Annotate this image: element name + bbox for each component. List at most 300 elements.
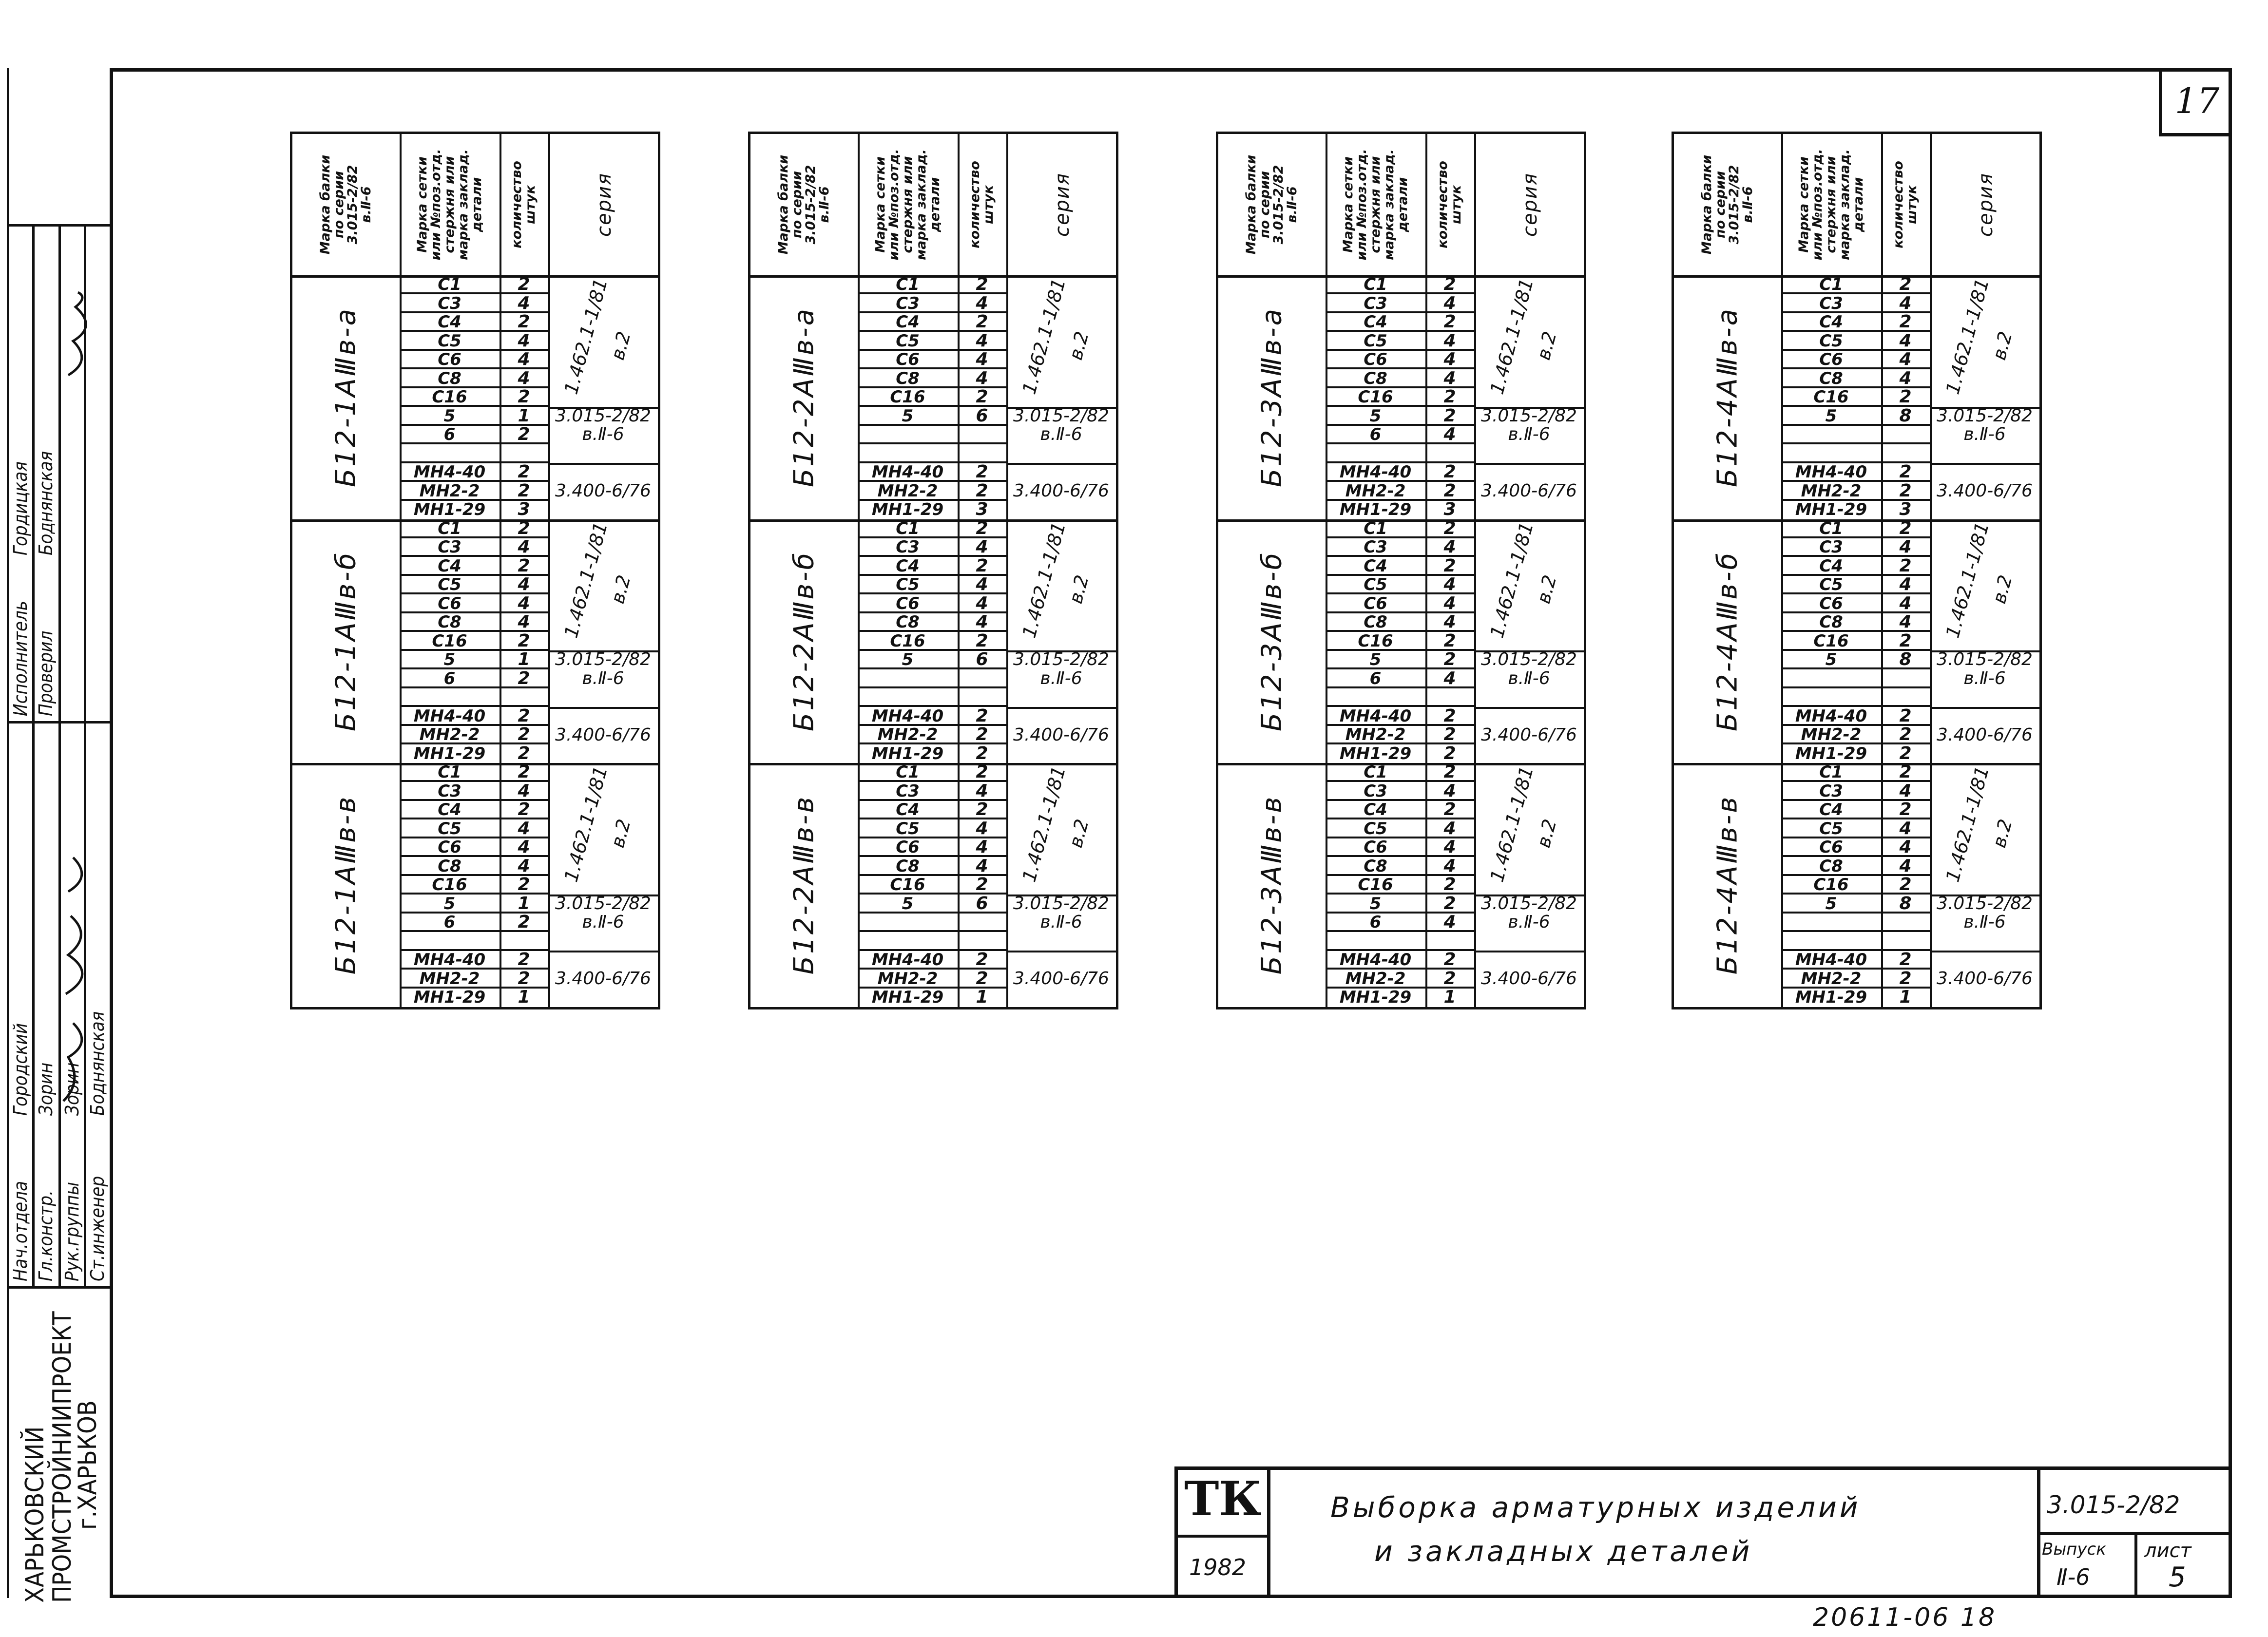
series-text: в.Ⅱ-6 — [582, 668, 624, 688]
title-block-line — [1174, 1466, 1178, 1598]
series-text: в.Ⅱ-6 — [582, 424, 624, 444]
item-quantity: 4 — [1881, 369, 1930, 388]
series-cell — [548, 895, 658, 914]
series-cell — [1930, 895, 2039, 914]
item-quantity: 4 — [1425, 538, 1474, 557]
item-quantity: 1 — [500, 895, 548, 914]
item-mark: С3 — [1781, 782, 1881, 801]
item-quantity: 2 — [1881, 707, 1930, 726]
stamp-role: Ст.инженер — [87, 1176, 108, 1281]
series-text: 3.015-2/82 — [1013, 893, 1109, 914]
item-quantity: 2 — [958, 482, 1006, 501]
item-quantity: 2 — [1881, 275, 1930, 294]
item-quantity: 2 — [518, 743, 530, 763]
item-quantity: 2 — [500, 669, 548, 688]
item-quantity: 3 — [1443, 499, 1456, 519]
item-quantity: 4 — [1425, 613, 1474, 632]
header-text: Марка балки по серии 3.015-2/82 в.Ⅱ-6 — [776, 154, 832, 255]
stamp-executor-label: Исполнитель — [10, 600, 31, 716]
item-quantity: 4 — [1881, 857, 1930, 876]
item-mark: С1 — [858, 275, 958, 294]
item-quantity: 4 — [500, 819, 548, 838]
item-mark: С3 — [1326, 538, 1425, 557]
beam-mark: Б12-4АⅢв-в — [1711, 795, 1744, 975]
item-quantity: 4 — [500, 575, 548, 594]
item-quantity: 2 — [958, 800, 1006, 819]
item-quantity: 2 — [958, 519, 1006, 538]
series-divider — [1474, 707, 1584, 709]
item-mark: МН1-29 — [1339, 988, 1412, 1007]
item-quantity: 4 — [1425, 782, 1474, 801]
beam-mark-cell — [750, 763, 858, 1007]
series-text: в.Ⅱ-6 — [1040, 424, 1082, 444]
beam-mark: Б12-1АⅢв-а — [330, 307, 362, 488]
item-quantity: 4 — [500, 538, 548, 557]
series-text: 3.400-6/76 — [1481, 969, 1577, 989]
item-mark: С4 — [1781, 557, 1881, 576]
item-mark: 6 — [400, 425, 500, 444]
item-mark: С6 — [1781, 838, 1881, 857]
doc-code: 3.015-2/82 — [2047, 1491, 2180, 1519]
item-quantity: 2 — [1425, 876, 1474, 895]
item-mark: С8 — [1326, 857, 1425, 876]
item-quantity: 4 — [1881, 838, 1930, 857]
item-mark: С8 — [400, 369, 500, 388]
item-quantity: 2 — [500, 463, 548, 482]
beam-group — [292, 763, 658, 1007]
header-cell-col1 — [1218, 134, 1326, 275]
series-text: 3.400-6/76 — [1937, 481, 2033, 501]
series-cell — [1006, 763, 1116, 895]
beam-mark-cell — [292, 763, 400, 1007]
series-cell — [1006, 913, 1116, 932]
item-quantity: 2 — [1425, 519, 1474, 538]
beam-mark: Б12-2АⅢв-б — [788, 551, 820, 731]
stamp-role: Рук.группы — [61, 1182, 83, 1281]
table-header — [1674, 134, 2039, 278]
item-quantity: 2 — [976, 743, 988, 763]
series-text: 3.015-2/82 — [555, 649, 651, 669]
header-cell-col4 — [1006, 134, 1118, 275]
series-text: в.Ⅱ-6 — [1963, 668, 2006, 688]
item-mark: С8 — [1781, 369, 1881, 388]
item-mark: МН2-2 — [400, 970, 500, 989]
series-text: 3.400-6/76 — [1481, 724, 1577, 745]
series-cell — [548, 407, 658, 426]
stamp-org-line-1: ХАРЬКОВСКИЙ — [20, 1426, 50, 1603]
table-row — [858, 932, 1116, 951]
stamp-person: Зорин — [61, 1062, 83, 1116]
item-mark — [858, 669, 958, 688]
item-mark: 6 — [1326, 425, 1425, 444]
stamp-role: Нач.отдела — [10, 1180, 31, 1281]
item-mark: МН2-2 — [858, 970, 958, 989]
series-cell — [1474, 463, 1584, 519]
item-mark: С8 — [1781, 857, 1881, 876]
stamp-role: Гл.констр. — [35, 1190, 57, 1281]
item-mark: С8 — [858, 613, 958, 632]
item-quantity — [958, 932, 1006, 951]
item-mark: С16 — [858, 876, 958, 895]
item-mark: 5 — [400, 895, 500, 914]
item-mark: 6 — [400, 913, 500, 932]
archive-number: 20611-06 18 — [1813, 1603, 1997, 1632]
series-text-rotated: 1.462.1-1/81 в.2 — [1485, 520, 1561, 641]
series-text: 3.015-2/82 — [1013, 649, 1109, 669]
item-mark: МН2-2 — [400, 482, 500, 501]
item-quantity: 2 — [1899, 743, 1912, 763]
series-text-rotated: 1.462.1-1/81 в.2 — [1941, 276, 2017, 397]
series-cell — [1474, 763, 1584, 895]
series-text: 3.015-2/82 — [1481, 649, 1577, 669]
item-quantity: 2 — [1425, 275, 1474, 294]
header-cell-col4 — [1930, 134, 2042, 275]
item-mark: МН1-29 — [413, 500, 486, 519]
item-mark — [1781, 913, 1881, 932]
item-quantity: 4 — [500, 782, 548, 801]
series-text-rotated: 1.462.1-1/81 в.2 — [559, 520, 635, 641]
item-mark: С6 — [400, 350, 500, 369]
item-quantity: 4 — [958, 857, 1006, 876]
item-mark: С3 — [858, 294, 958, 313]
item-mark — [858, 425, 958, 444]
item-mark — [1781, 669, 1881, 688]
item-mark — [858, 688, 958, 707]
item-mark — [1326, 688, 1425, 707]
item-mark: С5 — [400, 575, 500, 594]
item-mark: МН1-29 — [1795, 500, 1867, 519]
series-cell — [1930, 425, 2039, 444]
series-text: 3.400-6/76 — [1013, 724, 1109, 745]
series-text: 3.400-6/76 — [555, 724, 651, 745]
item-mark: С5 — [400, 332, 500, 351]
item-quantity — [958, 688, 1006, 707]
item-mark: 5 — [1781, 407, 1881, 426]
item-quantity: 2 — [958, 707, 1006, 726]
stamp-line — [7, 224, 110, 227]
item-mark: С6 — [1781, 594, 1881, 613]
table-row — [1326, 444, 1584, 463]
item-quantity: 1 — [500, 650, 548, 669]
item-mark: МН4-40 — [1781, 951, 1881, 970]
item-mark: С16 — [400, 388, 500, 407]
item-quantity: 2 — [958, 951, 1006, 970]
beam-mark: Б12-1АⅢв-б — [330, 551, 362, 731]
series-cell — [1930, 463, 2039, 519]
item-mark: С4 — [1781, 313, 1881, 332]
item-quantity: 2 — [1881, 482, 1930, 501]
header-text: Марка балки по серии 3.015-2/82 в.Ⅱ-6 — [1244, 154, 1300, 255]
header-cell-col2 — [1326, 134, 1425, 275]
beam-group — [292, 275, 658, 522]
item-mark: МН1-29 — [1795, 743, 1867, 763]
item-mark: МН1-29 — [871, 500, 944, 519]
item-quantity: 2 — [1425, 407, 1474, 426]
table-row — [1781, 688, 2039, 707]
stamp-person: Городский — [10, 1023, 31, 1116]
item-mark: С3 — [400, 782, 500, 801]
item-quantity: 2 — [500, 913, 548, 932]
series-cell — [1930, 407, 2039, 426]
item-mark: С4 — [1781, 800, 1881, 819]
series-cell — [1930, 763, 2039, 895]
item-quantity — [500, 688, 548, 707]
item-mark: С5 — [400, 819, 500, 838]
item-quantity: 3 — [518, 499, 530, 519]
left-stamp — [0, 68, 110, 1603]
item-mark: С8 — [400, 857, 500, 876]
item-mark: С16 — [858, 632, 958, 651]
item-mark: С1 — [400, 275, 500, 294]
item-mark: С4 — [1326, 313, 1425, 332]
item-mark: МН4-40 — [400, 463, 500, 482]
reinforcement-table — [1672, 132, 2042, 1009]
series-divider — [1474, 951, 1584, 952]
item-quantity — [1425, 444, 1474, 463]
item-quantity: 4 — [1425, 669, 1474, 688]
item-mark: 6 — [1326, 913, 1425, 932]
series-text: 3.015-2/82 — [1937, 649, 2033, 669]
item-mark: С16 — [1326, 632, 1425, 651]
stamp-checked-label: Проверил — [35, 630, 57, 716]
beam-mark-cell — [1674, 519, 1781, 763]
series-cell — [548, 763, 658, 895]
item-quantity — [1881, 425, 1930, 444]
item-quantity — [500, 932, 548, 951]
item-mark: МН2-2 — [1781, 970, 1881, 989]
item-mark: С3 — [858, 782, 958, 801]
item-mark: С8 — [858, 369, 958, 388]
series-divider — [1930, 707, 2039, 709]
series-cell — [1930, 951, 2039, 1007]
item-quantity: 2 — [1881, 970, 1930, 989]
beam-mark: Б12-2АⅢв-а — [788, 307, 820, 488]
item-quantity: 2 — [1425, 632, 1474, 651]
series-text-rotated: 1.462.1-1/81 в.2 — [1941, 520, 2017, 641]
series-divider — [548, 463, 658, 465]
item-quantity: 2 — [958, 275, 1006, 294]
table-row — [1781, 932, 2039, 951]
series-cell — [1930, 669, 2039, 688]
item-quantity: 2 — [500, 313, 548, 332]
item-mark: С6 — [1326, 350, 1425, 369]
series-cell — [1474, 913, 1584, 932]
item-quantity: 1 — [500, 407, 548, 426]
header-cell-col2 — [400, 134, 500, 275]
item-mark: МН4-40 — [400, 707, 500, 726]
item-mark: С6 — [1781, 350, 1881, 369]
beam-mark: Б12-3АⅢв-в — [1256, 795, 1288, 975]
series-cell — [1006, 463, 1116, 519]
item-quantity: 4 — [958, 369, 1006, 388]
series-text: 3.015-2/82 — [1937, 893, 2033, 914]
series-cell — [1006, 275, 1116, 407]
item-quantity: 4 — [1881, 350, 1930, 369]
stamp-person: Боднянская — [87, 1011, 108, 1116]
beam-mark: Б12-3АⅢв-а — [1256, 307, 1288, 488]
item-quantity: 4 — [1425, 294, 1474, 313]
series-text: в.Ⅱ-6 — [1040, 668, 1082, 688]
item-quantity: 2 — [500, 482, 548, 501]
beam-group — [1218, 519, 1584, 766]
year: 1982 — [1189, 1554, 1247, 1580]
item-quantity: 4 — [1881, 332, 1930, 351]
item-mark: С8 — [858, 857, 958, 876]
item-mark: С8 — [1781, 613, 1881, 632]
item-quantity: 2 — [1425, 650, 1474, 669]
item-mark: С3 — [400, 294, 500, 313]
item-mark: С5 — [1326, 332, 1425, 351]
item-mark: МН1-29 — [413, 743, 486, 763]
beam-group — [1674, 275, 2039, 522]
beam-group — [1674, 763, 2039, 1007]
item-quantity: 1 — [518, 987, 530, 1007]
table-row — [1326, 932, 1584, 951]
item-mark: МН1-29 — [413, 988, 486, 1007]
table-header — [1218, 134, 1584, 278]
series-text-rotated: 1.462.1-1/81 в.2 — [1485, 763, 1561, 884]
series-text: 3.015-2/82 — [1013, 405, 1109, 426]
item-mark: МН4-40 — [858, 463, 958, 482]
item-quantity: 2 — [1425, 463, 1474, 482]
item-quantity: 2 — [500, 275, 548, 294]
beam-mark-cell — [1674, 275, 1781, 519]
header-text: Марка сетки или №поз.отд. стержня или марка заклад. детали — [872, 149, 942, 261]
item-quantity: 4 — [500, 350, 548, 369]
item-mark: С6 — [858, 838, 958, 857]
item-quantity: 2 — [1881, 632, 1930, 651]
stamp-person: Зорин — [35, 1062, 57, 1116]
item-quantity — [1425, 688, 1474, 707]
item-mark: С3 — [1326, 294, 1425, 313]
item-quantity: 3 — [1899, 499, 1912, 519]
item-quantity: 4 — [958, 294, 1006, 313]
item-quantity: 6 — [958, 407, 1006, 426]
item-mark: 5 — [1326, 895, 1425, 914]
series-text: в.Ⅱ-6 — [582, 912, 624, 932]
item-quantity: 4 — [500, 369, 548, 388]
item-quantity: 2 — [1881, 463, 1930, 482]
item-quantity — [1881, 688, 1930, 707]
header-cell-col3 — [1425, 134, 1474, 275]
item-mark — [1781, 425, 1881, 444]
header-cell-col4 — [548, 134, 660, 275]
item-quantity: 1 — [1899, 987, 1912, 1007]
item-mark: С1 — [1781, 763, 1881, 782]
item-quantity: 4 — [500, 857, 548, 876]
stamp-org-line-3: г.ХАРЬКОВ — [73, 1400, 102, 1530]
item-mark: МН4-40 — [1326, 951, 1425, 970]
series-cell — [1006, 707, 1116, 763]
item-quantity: 2 — [1443, 743, 1456, 763]
title-line-2: и закладных деталей — [1374, 1535, 1753, 1568]
header-text: количество штук — [509, 161, 538, 248]
item-mark: МН2-2 — [1781, 725, 1881, 744]
item-mark: МН2-2 — [1326, 970, 1425, 989]
item-mark: МН1-29 — [871, 988, 944, 1007]
header-text: Марка сетки или №поз.отд. стержня или марка заклад. детали — [1340, 149, 1410, 261]
item-quantity — [1881, 444, 1930, 463]
item-mark: С16 — [1326, 876, 1425, 895]
item-mark: МН2-2 — [400, 725, 500, 744]
tk-logo: ТК — [1184, 1471, 1262, 1526]
item-quantity: 4 — [958, 332, 1006, 351]
series-cell — [1474, 650, 1584, 669]
item-mark: МН4-40 — [1326, 707, 1425, 726]
item-mark: С6 — [400, 594, 500, 613]
item-quantity: 1 — [1443, 987, 1456, 1007]
item-mark: С3 — [1326, 782, 1425, 801]
item-quantity: 2 — [1425, 970, 1474, 989]
item-mark — [858, 932, 958, 951]
item-mark: 5 — [1781, 895, 1881, 914]
item-quantity — [500, 444, 548, 463]
item-mark: С4 — [400, 557, 500, 576]
header-text: Марка балки по серии 3.015-2/82 в.Ⅱ-6 — [1699, 154, 1755, 255]
item-mark: С4 — [858, 313, 958, 332]
title-block-line — [1267, 1466, 1270, 1598]
series-text: 3.015-2/82 — [1937, 405, 2033, 426]
item-quantity: 2 — [1425, 707, 1474, 726]
reinforcement-table — [748, 132, 1118, 1009]
item-quantity: 2 — [500, 632, 548, 651]
item-quantity: 2 — [958, 463, 1006, 482]
reinforcement-table — [290, 132, 660, 1009]
item-quantity: 4 — [1425, 819, 1474, 838]
item-mark: 5 — [1326, 407, 1425, 426]
series-text: 3.400-6/76 — [555, 969, 651, 989]
item-mark: С3 — [1781, 294, 1881, 313]
title-block-line — [1174, 1466, 2232, 1470]
item-quantity: 4 — [1881, 613, 1930, 632]
table-row — [400, 444, 658, 463]
series-text: 3.015-2/82 — [1481, 893, 1577, 914]
item-mark: МН4-40 — [858, 707, 958, 726]
header-cell-col1 — [292, 134, 400, 275]
item-quantity: 4 — [958, 838, 1006, 857]
item-quantity: 2 — [1881, 519, 1930, 538]
item-mark: 5 — [400, 650, 500, 669]
item-mark: МН2-2 — [858, 725, 958, 744]
item-quantity — [1881, 913, 1930, 932]
beam-group — [292, 519, 658, 766]
item-mark: С5 — [1781, 332, 1881, 351]
item-quantity: 6 — [958, 895, 1006, 914]
item-mark: С1 — [858, 763, 958, 782]
item-quantity: 4 — [1425, 594, 1474, 613]
item-quantity: 2 — [1881, 557, 1930, 576]
table-row — [1326, 688, 1584, 707]
stamp-checked-name: Боднянская — [35, 451, 57, 555]
series-cell — [1006, 895, 1116, 914]
series-cell — [548, 913, 658, 932]
item-mark: МН2-2 — [1326, 725, 1425, 744]
item-mark: С1 — [858, 519, 958, 538]
item-mark: 5 — [858, 895, 958, 914]
item-quantity: 2 — [1881, 725, 1930, 744]
series-cell — [1474, 895, 1584, 914]
item-quantity: 2 — [500, 557, 548, 576]
header-text: Марка балки по серии 3.015-2/82 в.Ⅱ-6 — [318, 154, 374, 255]
header-text: серия — [1975, 172, 1997, 237]
header-text: Марка сетки или №поз.отд. стержня или марка заклад. детали — [414, 149, 484, 261]
item-quantity: 2 — [1425, 388, 1474, 407]
item-quantity: 2 — [1425, 725, 1474, 744]
item-mark — [1326, 932, 1425, 951]
beam-mark-cell — [1218, 519, 1326, 763]
series-cell — [548, 519, 658, 651]
item-quantity — [1881, 669, 1930, 688]
